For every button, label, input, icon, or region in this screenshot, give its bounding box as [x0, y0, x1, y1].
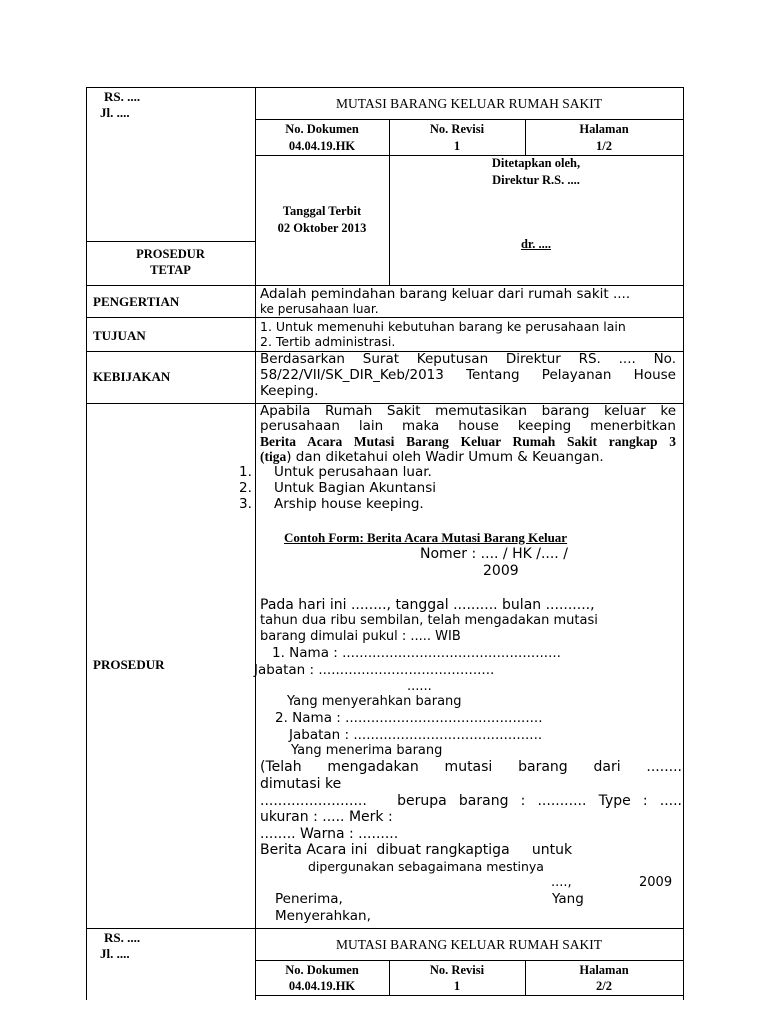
no-dokumen-value-2: 04.04.19.HK: [288, 979, 356, 993]
form-telah-line4: ukuran : ..... Merk :: [260, 809, 393, 825]
form-yang: Yang: [552, 891, 584, 907]
form-yang-menerima: Yang menerima barang: [291, 743, 443, 758]
no-dokumen-label-2: No. Dokumen: [285, 963, 359, 977]
signer-name: dr. ....: [520, 237, 552, 251]
kebijakan-label: KEBIJAKAN: [93, 369, 171, 384]
tujuan-item-2: 2. Tertib administrasi.: [260, 334, 396, 349]
kebijakan-line2: 58/22/VII/SK_DIR_Keb/2013 Tentang Pelayanan House: [260, 367, 676, 383]
no-revisi-label: No. Revisi: [429, 122, 485, 136]
prosedur-tetap-line1: PROSEDUR: [136, 247, 205, 261]
prosedur-p1-bold: Berita Acara Mutasi Barang Keluar Rumah Sakit rangkap 3: [260, 434, 676, 449]
tujuan-item-1: 1. Untuk memenuhi kebutuhan barang ke perusahaan lain: [260, 319, 626, 334]
halaman-label-2: Halaman: [579, 963, 629, 977]
list-item: Untuk Bagian Akuntansi: [274, 480, 437, 496]
form-telah-line2: dimutasi ke: [260, 776, 342, 792]
form-penerima: Penerima,: [275, 891, 343, 907]
form-title: Contoh Form: Berita Acara Mutasi Barang Keluar: [284, 530, 568, 545]
list-item: Arship house keeping.: [274, 496, 424, 512]
direktur: Direktur R.S. ....: [492, 173, 580, 187]
form-ba-line1: Berita Acara ini dibuat rangkaptiga untuk: [260, 842, 573, 858]
tujuan-label: TUJUAN: [93, 328, 146, 343]
no-dokumen-value: 04.04.19.HK: [288, 139, 356, 153]
hospital-name: RS. ....: [104, 89, 141, 104]
doc-title: MUTASI BARANG KELUAR RUMAH SAKIT: [336, 96, 602, 111]
tanggal-terbit-label: Tanggal Terbit: [282, 204, 362, 218]
list-item: Untuk perusahaan luar.: [274, 464, 432, 480]
tanggal-terbit-value: 02 Oktober 2013: [277, 221, 367, 235]
form-telah-line5: ........ Warna : .........: [260, 826, 399, 842]
prosedur-p1-line2: perusahaan lain maka house keeping menerbitkan: [260, 418, 676, 434]
form-dots: ......: [407, 679, 432, 694]
form-pada-line3: barang dimulai pukul : ..... WIB: [260, 629, 461, 644]
no-revisi-value-2: 1: [453, 979, 461, 993]
pengertian-label: PENGERTIAN: [93, 294, 180, 309]
form-nama-2: 2. Nama : ..............................................: [275, 710, 543, 726]
prosedur-tetap-line2: TETAP: [150, 263, 191, 277]
form-pada-line1: Pada hari ini ........, tanggal .......... bulan ..........,: [260, 597, 595, 613]
list-item-num: 2.: [239, 480, 252, 496]
kebijakan-line3: Keeping.: [260, 383, 319, 399]
doc-title-2: MUTASI BARANG KELUAR RUMAH SAKIT: [336, 937, 602, 952]
form-menyerahkan: Menyerahkan,: [275, 908, 371, 924]
pengertian-line2: ke perusahaan luar.: [260, 302, 379, 316]
no-revisi-value: 1: [453, 139, 461, 153]
hospital-address-2: Jl. ....: [100, 946, 130, 961]
prosedur-p1-line4: [260, 449, 604, 465]
form-year: 2009: [483, 563, 519, 579]
form-date-left: ....,: [551, 875, 572, 890]
prosedur-p1-tiga: (tiga: [260, 449, 287, 464]
form-ba-line2: dipergunakan sebagaimana mestinya: [308, 859, 544, 874]
pengertian-line1: Adalah pemindahan barang keluar dari rumah sakit ....: [260, 286, 631, 302]
halaman-value-2: 2/2: [596, 979, 612, 993]
prosedur-p1-line1: Apabila Rumah Sakit memutasikan barang keluar ke: [260, 403, 676, 419]
prosedur-label: PROSEDUR: [93, 657, 165, 672]
form-jabatan-1: Jabatan : .........................................: [254, 662, 495, 678]
no-dokumen-label: No. Dokumen: [285, 122, 359, 136]
ditetapkan-oleh: Ditetapkan oleh,: [491, 156, 581, 170]
hospital-name-2: RS. ....: [104, 930, 141, 945]
halaman-label: Halaman: [579, 122, 629, 136]
form-nomer: Nomer : .... / HK /.... /: [420, 546, 568, 562]
kebijakan-line1: Berdasarkan Surat Keputusan Direktur RS. .... No.: [260, 351, 676, 367]
form-pada-line2: tahun dua ribu sembilan, telah mengadakan mutasi: [260, 613, 598, 628]
form-yang-menyerahkan: Yang menyerahkan barang: [287, 694, 462, 709]
list-item-num: 3.: [239, 496, 252, 512]
halaman-value: 1/2: [596, 139, 612, 153]
hospital-address: Jl. ....: [100, 105, 130, 120]
list-item-num: 1.: [239, 464, 252, 480]
form-jabatan-2: Jabatan : ............................................: [289, 727, 543, 743]
form-nama-1: 1. Nama : ...................................................: [272, 645, 561, 661]
form-date-right: 2009: [639, 875, 673, 890]
form-telah-line3: ........................ berupa barang : ........... Type : .....: [260, 793, 682, 809]
no-revisi-label-2: No. Revisi: [429, 963, 485, 977]
prosedur-p1-rest: ) dan diketahui oleh Wadir Umum & Keuangan.: [286, 449, 604, 465]
form-telah-line1: (Telah mengadakan mutasi barang dari ........: [260, 759, 682, 775]
